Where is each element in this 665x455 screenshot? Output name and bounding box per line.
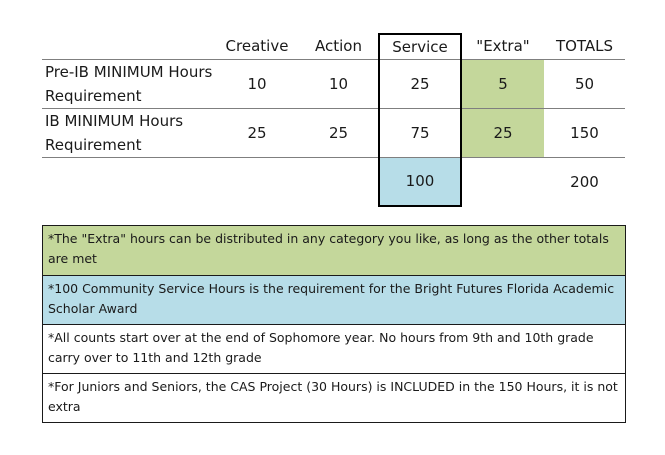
- cell-creative: [215, 157, 299, 206]
- cell-action: 10: [299, 59, 379, 108]
- header-empty: [42, 34, 215, 59]
- row-label: IB MINIMUM Hours Requirement: [42, 108, 215, 157]
- table-header-row: [42, 34, 625, 59]
- cell-extra: 5: [461, 59, 544, 108]
- cell-action: [299, 157, 379, 206]
- table-row-pre-ib: [42, 59, 625, 108]
- header-service: Service: [379, 34, 461, 59]
- cell-action: 25: [299, 108, 379, 157]
- cell-service: 75: [379, 108, 461, 157]
- notes-box: [42, 225, 626, 423]
- note-community-service: *100 Community Service Hours is the requirement for the Bright Futures Florida Academic Scholar Award: [43, 275, 625, 324]
- cell-totals: 50: [544, 59, 625, 108]
- cell-service: 25: [379, 59, 461, 108]
- cell-extra: [461, 157, 544, 206]
- table-row-totals: [42, 157, 625, 206]
- cell-grand-total: 200: [570, 172, 599, 191]
- header-totals: TOTALS: [544, 34, 625, 59]
- note-extra-hours: *The "Extra" hours can be distributed in any category you like, as long as the other totals are met: [43, 226, 625, 275]
- cell-creative: 25: [215, 108, 299, 157]
- header-extra: "Extra": [461, 34, 544, 59]
- cell-totals: 150: [544, 108, 625, 157]
- header-action: Action: [299, 34, 379, 59]
- row-label: Pre-IB MINIMUM Hours Requirement: [42, 59, 215, 108]
- header-creative: Creative: [215, 34, 299, 59]
- cell-creative: 10: [215, 59, 299, 108]
- note-cas-project: *For Juniors and Seniors, the CAS Project (30 Hours) is INCLUDED in the 150 Hours, it is not extra: [43, 373, 625, 422]
- hours-requirement-table: [42, 33, 625, 207]
- row-label: [42, 157, 215, 206]
- table-row-ib: [42, 108, 625, 157]
- cell-extra: 25: [461, 108, 544, 157]
- note-counts-reset: *All counts start over at the end of Sophomore year. No hours from 9th and 10th grade carry over to 11th and 12th grade: [43, 324, 625, 373]
- cell-service-total: 100: [379, 157, 461, 206]
